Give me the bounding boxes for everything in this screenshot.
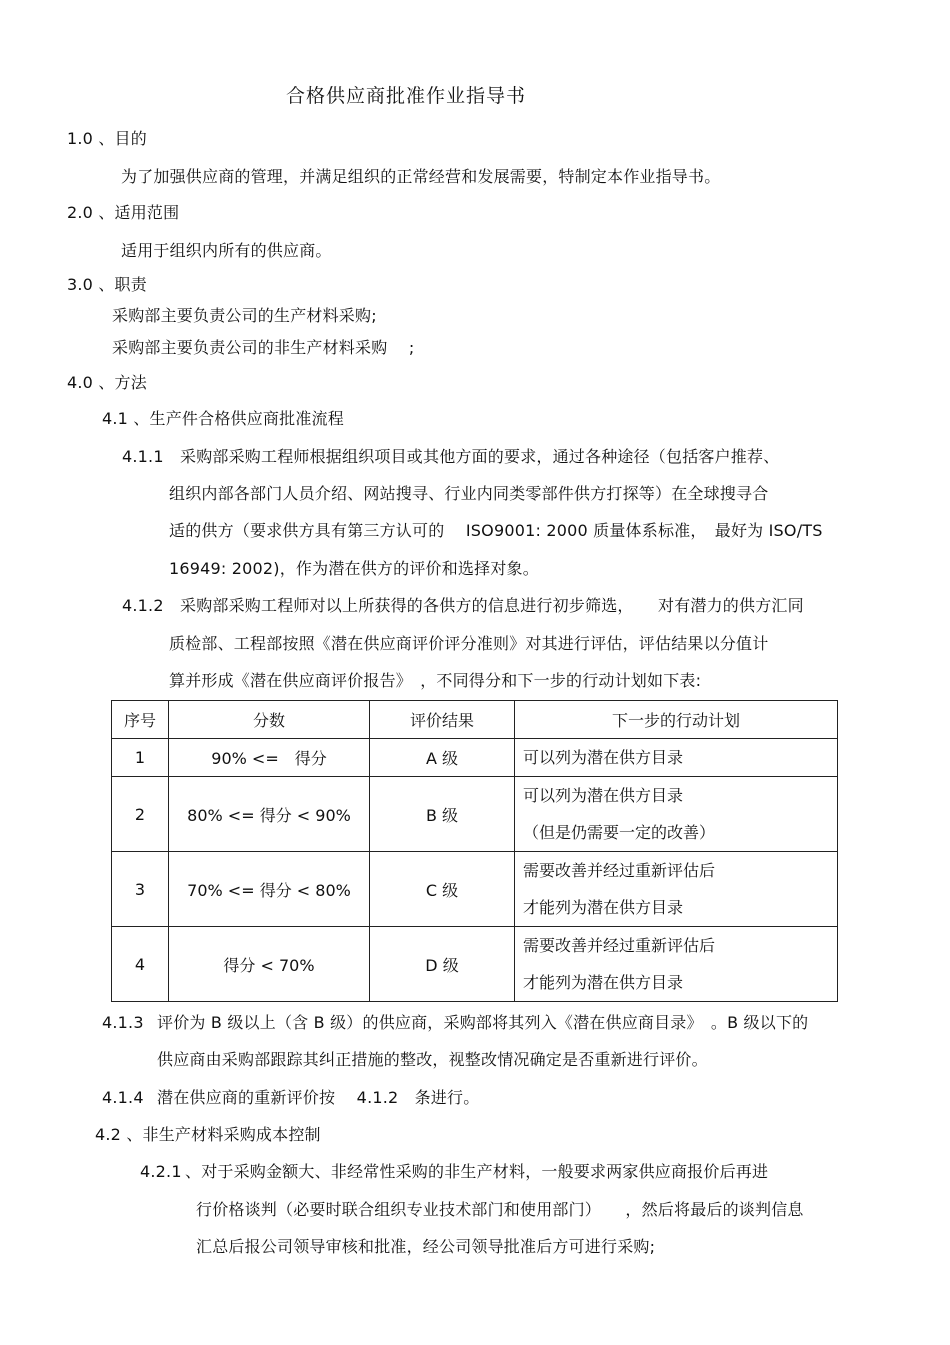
table-header-score: 分数 [169,701,370,739]
row-plan-line-1: 可以列为潜在供方目录 [523,748,684,767]
section-3-line-1: 采购部主要负责公司的生产材料采购; [112,306,377,325]
row-result: C 级 [370,852,515,927]
row-plan-line-2: （但是仍需要一定的改善） [523,823,716,842]
table-row [112,739,838,777]
row-plan [515,852,838,927]
row-plan-line-1: 需要改善并经过重新评估后 [523,936,716,955]
row-score: 90% <= 得分 [169,739,370,777]
clause-4-1-3-line-2: 供应商由采购部跟踪其纠正措施的整改，视整改情况确定是否重新进行评价。 [157,1050,708,1069]
clause-4-1-1-line-1: 采购部采购工程师根据组织项目或其他方面的要求，通过各种途径（包括客户推荐、 [180,447,780,466]
clause-4-1-4-number: 4.1.4 [102,1088,144,1107]
row-no: 4 [112,927,169,1002]
row-score: 得分 < 70% [169,927,370,1002]
row-plan-line-1: 可以列为潜在供方目录 [523,786,684,805]
section-2-heading: 2.0 、适用范围 [67,203,180,222]
clause-4-1-1-number: 4.1.1 [122,447,164,466]
clause-4-1-1-line-4: 16949: 2002)，作为潜在供方的评价和选择对象。 [169,559,539,578]
section-1-body: 为了加强供应商的管理，并满足组织的正常经营和发展需要，特制定本作业指导书。 [121,167,721,186]
row-plan [515,739,838,777]
row-score: 70% <= 得分 < 80% [169,852,370,927]
clause-4-2-1-line-3: 汇总后报公司领导审核和批准，经公司领导批准后方可进行采购; [196,1237,656,1256]
section-2-body: 适用于组织内所有的供应商。 [121,241,332,260]
clause-4-1-4-line-1: 潜在供应商的重新评价按 4.1.2 条进行。 [157,1088,480,1107]
clause-4-1-2-line-2: 质检部、工程部按照《潜在供应商评价评分准则》对其进行评估，评估结果以分值计 [169,634,769,653]
section-1-heading: 1.0 、目的 [67,129,147,148]
row-score: 80% <= 得分 < 90% [169,777,370,852]
row-plan-line-2: 才能列为潜在供方目录 [523,898,684,917]
clause-4-1-2-line-3: 算并形成《潜在供应商评价报告》 ，不同得分和下一步的行动计划如下表: [169,671,702,690]
clause-4-1-1-line-3: 适的供方（要求供方具有第三方认可的 ISO9001: 2000 质量体系标准， 最好为 ISO/TS [169,521,823,540]
section-3-heading: 3.0 、职责 [67,275,147,294]
table-header-row [112,701,838,739]
table-header-plan: 下一步的行动计划 [515,701,838,739]
row-plan [515,777,838,852]
clause-4-2-1-line-1: 、对于采购金额大、非经常性采购的非生产材料，一般要求两家供应商报价后再进 [185,1162,769,1181]
table-row [112,852,838,927]
section-4-1-heading: 4.1 、生产件合格供应商批准流程 [102,409,344,428]
table-header-result: 评价结果 [370,701,515,739]
row-result: B 级 [370,777,515,852]
table-row [112,927,838,1002]
table-header-no: 序号 [112,701,169,739]
clause-4-1-3-number: 4.1.3 [102,1013,144,1032]
clause-4-1-2-line-1: 采购部采购工程师对以上所获得的各供方的信息进行初步筛选， 对有潜力的供方汇同 [180,596,804,615]
section-3-line-2: 采购部主要负责公司的非生产材料采购 ; [112,338,415,357]
row-no: 1 [112,739,169,777]
section-4-2-heading: 4.2 、非生产材料采购成本控制 [95,1125,321,1144]
row-no: 2 [112,777,169,852]
row-plan-line-2: 才能列为潜在供方目录 [523,973,684,992]
clause-4-2-1-line-2: 行价格谈判（必要时联合组织专业技术部门和使用部门） ，然后将最后的谈判信息 [196,1200,804,1219]
page-title: 合格供应商批准作业指导书 [286,85,527,107]
evaluation-table [111,700,838,1002]
row-result: A 级 [370,739,515,777]
table-row [112,777,838,852]
clause-4-1-2-number: 4.1.2 [122,596,164,615]
row-plan-line-1: 需要改善并经过重新评估后 [523,861,716,880]
clause-4-1-3-line-1: 评价为 B 级以上（含 B 级）的供应商，采购部将其列入《潜在供应商目录》 。B 级以下的 [157,1013,809,1032]
clause-4-2-1-number: 4.2.1 [140,1162,182,1181]
row-result: D 级 [370,927,515,1002]
section-4-heading: 4.0 、方法 [67,373,147,392]
row-plan [515,927,838,1002]
row-no: 3 [112,852,169,927]
clause-4-1-1-line-2: 组织内部各部门人员介绍、网站搜寻、行业内同类零部件供方打探等）在全球搜寻合 [169,484,769,503]
